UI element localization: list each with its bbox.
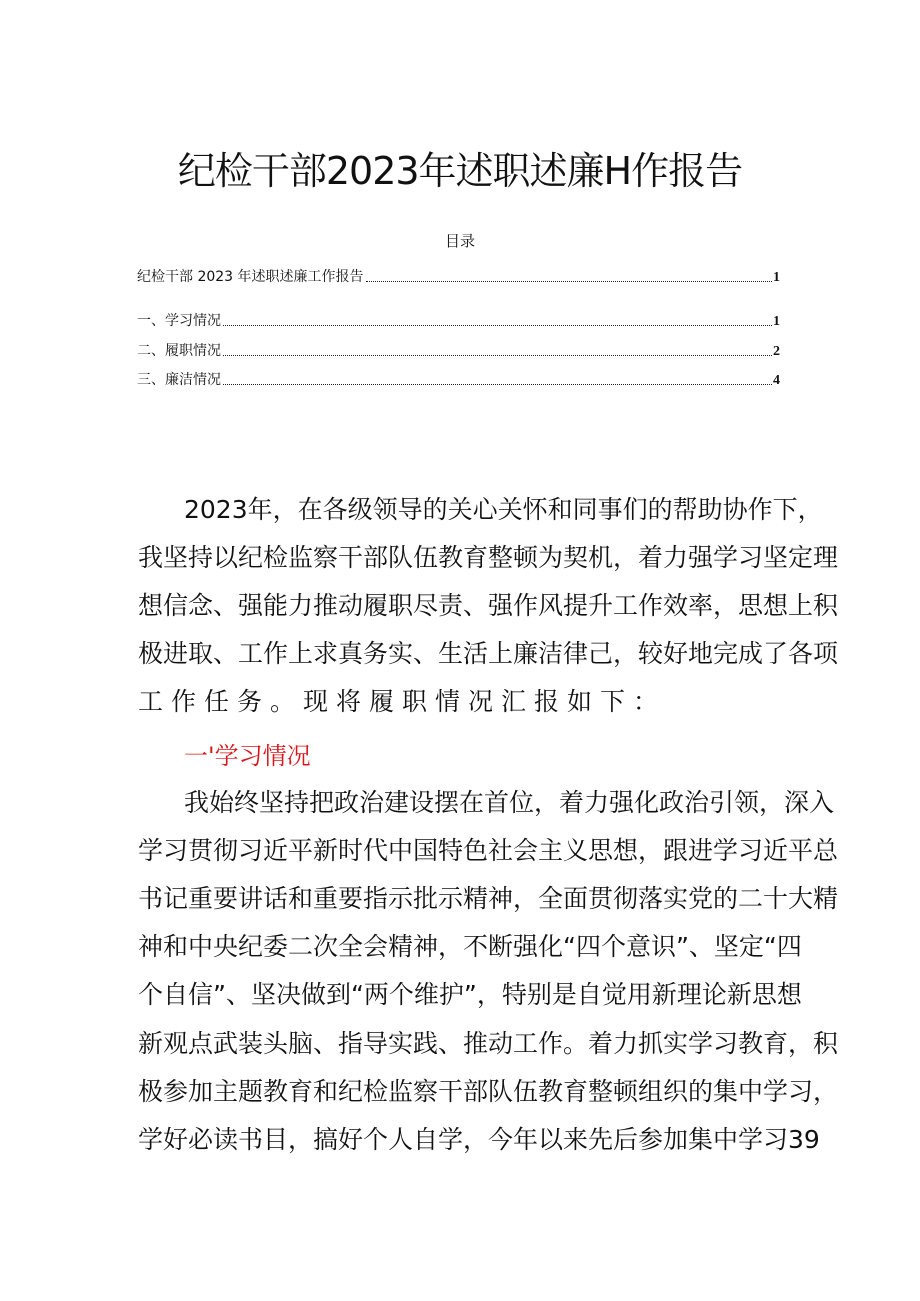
toc-item-label: 二、履职情况 [137,343,221,359]
toc-leader-dots [223,355,772,356]
body-line: 神和中央纪委二次全会精神，不断强化“四个意识”、坚定“四 [138,932,802,961]
toc-item[interactable] [137,266,780,286]
toc-item[interactable] [137,369,780,389]
toc-item[interactable] [137,310,780,330]
toc-item-page: 1 [773,270,780,285]
toc-item-page: 1 [773,314,780,329]
toc-item-label: 纪检干部 2023 年述职述廉工作报告 [137,269,364,285]
document-title: 纪检干部2023年述职述廉H作报告 [177,149,743,193]
body-line: 我坚持以纪检监察干部队伍教育整顿为契机，着力强学习坚定理 [138,543,839,572]
toc-leader-dots [366,281,772,282]
body-line: 我始终坚持把政治建设摆在首位，着力强化政治引领，深入 [184,788,835,817]
body-line: 极参加主题教育和纪检监察干部队伍教育整顿组织的集中学习， [138,1077,839,1106]
body-line: 想信念、强能力推动履职尽责、强作风提升工作效率，思想上积 [138,591,839,620]
body-line: 极进取、工作上求真务实、生活上廉洁律己，较好地完成了各项 [138,639,839,668]
toc-item-label: 一、学习情况 [137,313,221,329]
toc-item-page: 2 [773,344,780,359]
body-line: 个自信”、坚决做到“两个维护”，特别是自觉用新理论新思想 [138,980,802,1009]
toc-heading: 目录 [444,232,475,250]
body-line: 工作任务。现将履职情况汇报如下： [138,687,667,716]
toc-leader-dots [223,325,772,326]
body-line: 新观点武装头脑、指导实践、推动工作。着力抓实学习教育，积 [138,1029,839,1058]
toc-item[interactable] [137,340,780,360]
body-line: 2023年，在各级领导的关心关怀和同事们的帮助协作下， [184,495,823,524]
body-line: 学习贯彻习近平新时代中国特色社会主义思想，跟进学习近平总 [138,836,839,865]
section-heading: 一'学习情况 [184,742,311,770]
body-line: 学好必读书目，搞好个人自学，今年以来先后参加集中学习39 [138,1125,820,1154]
toc-leader-dots [223,384,772,385]
toc-item-page: 4 [773,373,780,388]
toc-item-label: 三、廉洁情况 [137,372,221,388]
body-line: 书记重要讲话和重要指示批示精神，全面贯彻落实党的二十大精 [138,884,839,913]
